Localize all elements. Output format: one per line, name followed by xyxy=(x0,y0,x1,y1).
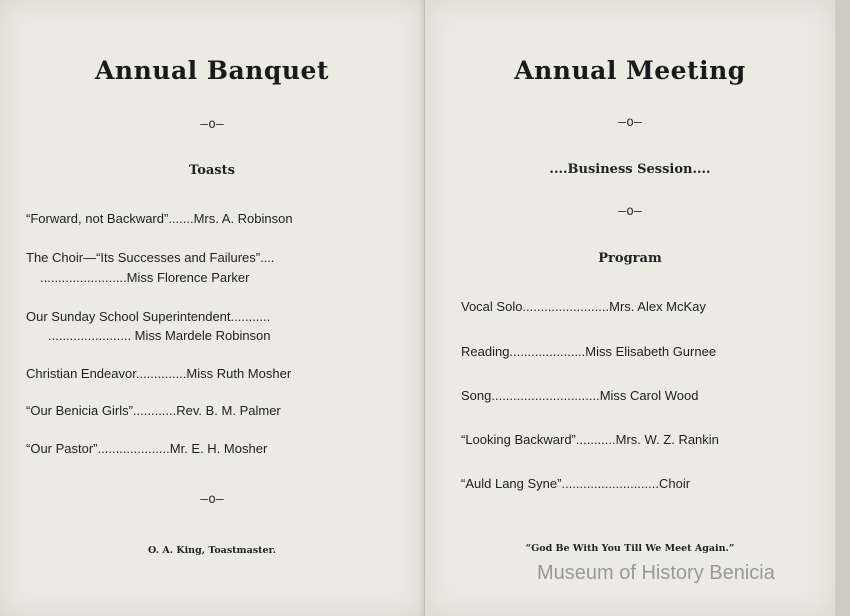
ornament-divider: —o— xyxy=(618,115,642,130)
toasts-heading: Toasts xyxy=(189,163,235,178)
business-session-heading: ....Business Session.... xyxy=(549,162,711,177)
toast-line: ........................Miss Florence Parker xyxy=(40,270,250,285)
meeting-title: Annual Meeting xyxy=(514,56,746,85)
program-line: Vocal Solo........................Mrs. Alex McKay xyxy=(461,299,706,314)
toast-line: Our Sunday School Superintendent........... xyxy=(26,309,271,324)
toast-line: The Choir—“Its Successes and Failures”.... xyxy=(26,250,275,265)
toast-line: “Our Benicia Girls”............Rev. B. M. Palmer xyxy=(26,403,281,418)
toast-line: “Our Pastor”....................Mr. E. H. Mosher xyxy=(26,441,268,456)
museum-watermark: Museum of History Benicia xyxy=(537,562,775,584)
toast-line: ....................... Miss Mardele Robinson xyxy=(48,328,271,343)
ornament-divider: —o— xyxy=(200,117,224,132)
program-line: Song..............................Miss Carol Wood xyxy=(461,388,699,403)
program-heading: Program xyxy=(598,251,662,266)
banquet-title: Annual Banquet xyxy=(95,56,329,85)
ornament-divider: —o— xyxy=(200,492,224,507)
program-line: “Looking Backward”...........Mrs. W. Z. Rankin xyxy=(461,432,719,447)
right-page xyxy=(425,0,835,616)
toast-line: Christian Endeavor..............Miss Ruth Mosher xyxy=(26,366,292,381)
background-edge xyxy=(835,0,850,616)
ornament-divider: —o— xyxy=(618,204,642,219)
program-line: “Auld Lang Syne”...........................Choir xyxy=(461,476,691,491)
toastmaster-footer: O. A. King, Toastmaster. xyxy=(148,545,276,556)
toast-line: “Forward, not Backward”.......Mrs. A. Robinson xyxy=(26,211,293,226)
closing-hymn-footer: “God Be With You Till We Meet Again.” xyxy=(525,543,735,554)
program-line: Reading.....................Miss Elisabeth Gurnee xyxy=(461,344,717,359)
